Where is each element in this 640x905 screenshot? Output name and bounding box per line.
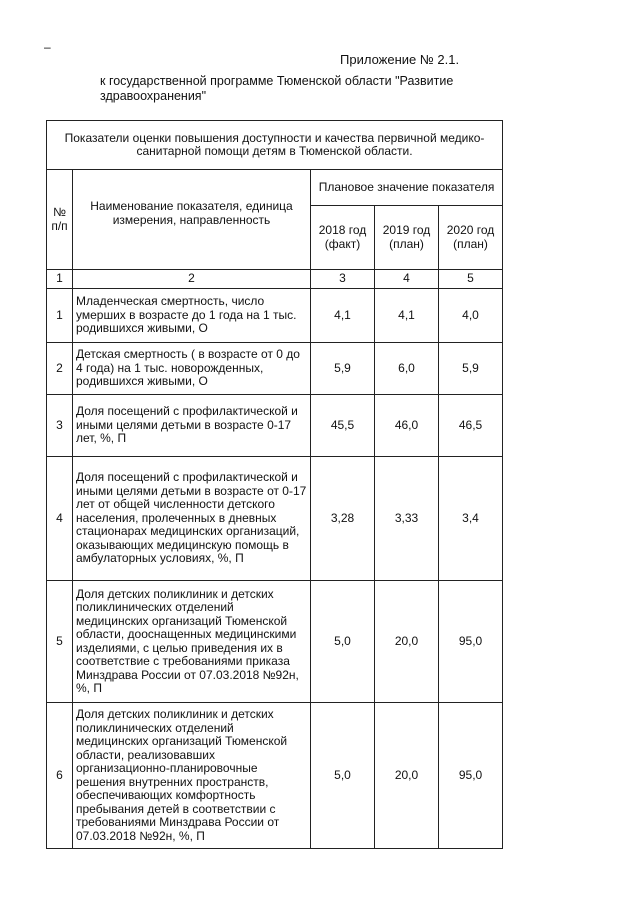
table-row: [47, 395, 503, 457]
header-year-2019: 2019 год (план): [375, 206, 439, 270]
column-number: 2: [73, 270, 311, 289]
value-2018: 4,1: [311, 289, 375, 343]
value-2018: 5,0: [311, 703, 375, 849]
table-row: [47, 457, 503, 581]
row-number: 2: [47, 343, 73, 395]
value-2018: 45,5: [311, 395, 375, 457]
header-indicator-name: Наименование показателя, единица измерения, направленность: [73, 170, 311, 270]
row-number: 5: [47, 581, 73, 703]
row-number: 4: [47, 457, 73, 581]
dash-mark: –: [44, 40, 51, 54]
value-2020: 5,9: [439, 343, 503, 395]
row-number: 6: [47, 703, 73, 849]
value-2020: 46,5: [439, 395, 503, 457]
header-number: № п/п: [47, 170, 73, 270]
table-row: [47, 581, 503, 703]
value-2020: 3,4: [439, 457, 503, 581]
indicators-table: [46, 120, 503, 849]
value-2020: 95,0: [439, 581, 503, 703]
value-2019: 46,0: [375, 395, 439, 457]
table-row: [47, 703, 503, 849]
value-2018: 5,0: [311, 581, 375, 703]
column-number: 3: [311, 270, 375, 289]
value-2020: 95,0: [439, 703, 503, 849]
column-number: 4: [375, 270, 439, 289]
header-year-2018: 2018 год (факт): [311, 206, 375, 270]
indicator-name: Доля посещений с профилактической и иными целями детьми в возрасте от 0-17 лет от общей численности детского населения, пролеченных в дневных стационарах медицинских организаций, оказывающих медицинскую помощь в амбулаторных условиях, %, П: [73, 457, 311, 581]
appendix-number: Приложение № 2.1.: [340, 52, 460, 67]
column-number: 1: [47, 270, 73, 289]
value-2018: 3,28: [311, 457, 375, 581]
value-2019: 20,0: [375, 581, 439, 703]
table-row: [47, 343, 503, 395]
indicator-name: Доля детских поликлиник и детских поликлинических отделений медицинских организаций Тюменской области, дооснащенных медицинскими изделиями, с целью приведения их в соответствие с требованиями приказа Минздрава России от 07.03.2018 №92н, %, П: [73, 581, 311, 703]
table-title: Показатели оценки повышения доступности и качества первичной медико-санитарной помощи детям в Тюменской области.: [47, 121, 503, 170]
column-number: 5: [439, 270, 503, 289]
indicator-name: Доля детских поликлиник и детских поликлинических отделений медицинских организаций Тюменской области, реализовавших организационно-планировочные решения внутренних пространств, обеспечивающих комфортность пребывания детей в соответствии с требованиями Минздрава России от 07.03.2018 №92н, %, П: [73, 703, 311, 849]
value-2019: 4,1: [375, 289, 439, 343]
value-2019: 6,0: [375, 343, 439, 395]
indicator-name: Детская смертность ( в возрасте от 0 до 4 года) на 1 тыс. новорожденных, родившихся живыми, О: [73, 343, 311, 395]
header-plan-value: Плановое значение показателя: [311, 170, 503, 206]
indicator-name: Доля посещений с профилактической и иными целями детьми в возрасте 0-17 лет, %, П: [73, 395, 311, 457]
row-number: 3: [47, 395, 73, 457]
header-year-2020: 2020 год (план): [439, 206, 503, 270]
program-reference: к государственной программе Тюменской области "Развитие здравоохранения": [100, 74, 454, 103]
value-2020: 4,0: [439, 289, 503, 343]
indicator-name: Младенческая смертность, число умерших в возрасте до 1 года на 1 тыс. родившихся живыми, О: [73, 289, 311, 343]
table-row: [47, 289, 503, 343]
value-2018: 5,9: [311, 343, 375, 395]
value-2019: 20,0: [375, 703, 439, 849]
column-number-row: [47, 270, 503, 289]
row-number: 1: [47, 289, 73, 343]
value-2019: 3,33: [375, 457, 439, 581]
